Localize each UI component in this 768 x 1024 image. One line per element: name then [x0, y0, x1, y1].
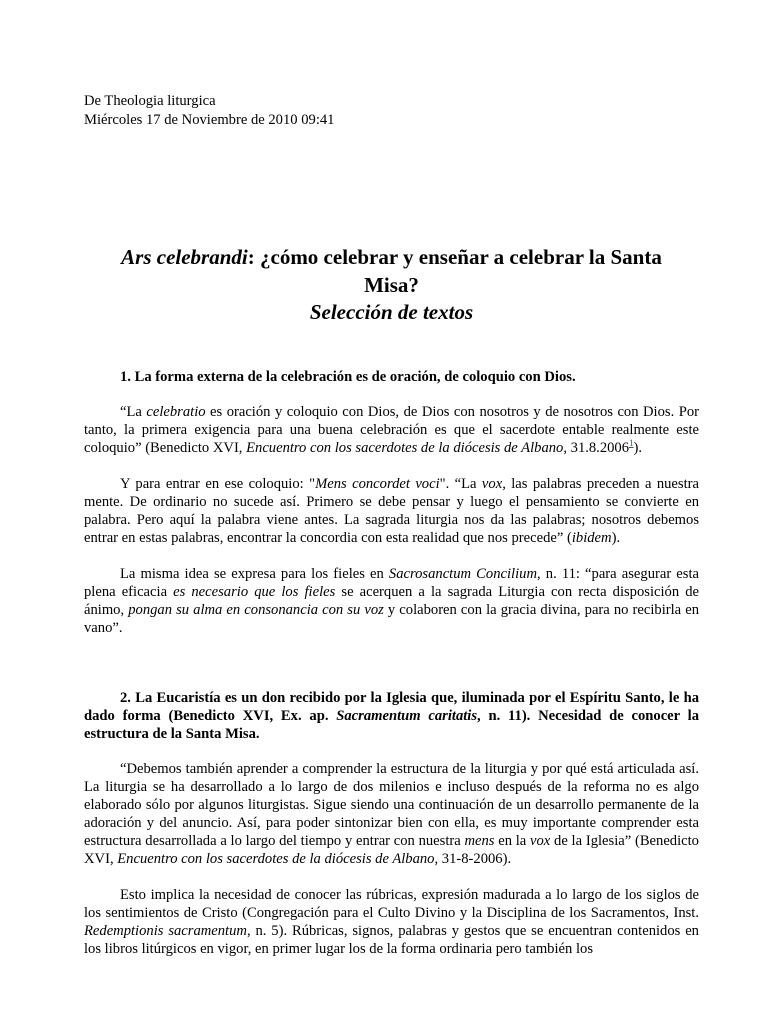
text-run-italic: mens	[464, 832, 495, 849]
text-run-italic: Sacramentum caritatis	[336, 707, 478, 724]
text-run: es oración y coloquio con Dios, de Dios con nosotros y de nosotros con Dios. Por tanto, la primera exigencia para una buena celebración es que el sacerdote entable realmente este coloquio” (Benedicto XVI,	[84, 403, 699, 456]
text-run: “Debemos también aprender a comprender la estructura de la liturgia y por qué está articulada así. La liturgia se ha desarrollado a lo largo de dos milenios e incluso después de la reforma no es algo elaborado sólo por algunos liturgistas. Sigue siendo una continuación de un desarrollo permanente de la adoración y del anuncio. Así, para poder sintonizar bien con ella, es muy importante comprender esta estructura desarrollada a lo largo del tiempo y entrar con nuestra	[84, 760, 699, 849]
text-run: ).	[633, 439, 643, 456]
text-run: Y para entrar en ese coloquio: "	[120, 475, 316, 492]
text-run-italic: Mens concordet voci	[315, 475, 440, 492]
title-line-2: Misa?	[364, 272, 419, 297]
text-run: “La	[120, 403, 147, 420]
section-2-paragraph-1	[84, 760, 699, 868]
text-run: y colaboren con la gracia divina, para no recibirla en vano”.	[84, 601, 700, 636]
text-run-italic: ibidem	[571, 529, 612, 546]
section-1-paragraph-2	[84, 475, 699, 547]
text-run: 2. La Eucaristía es un don recibido por la Iglesia que, iluminada por el Espíritu Santo, le ha dado forma (Benedicto XVI, Ex. ap.	[84, 689, 699, 724]
document-page	[84, 92, 699, 958]
text-run-italic: Encuentro con los sacerdotes de la diócesis de Albano	[117, 850, 435, 867]
text-run: en la	[494, 832, 531, 849]
text-run-italic: pongan su alma en consonancia con su voz	[128, 601, 384, 618]
text-run: se acerquen a la sagrada Liturgia con recta disposición de ánimo,	[84, 583, 699, 618]
text-run: , n. 5). Rúbricas, signos, palabras y gestos que se encuentran contenidos en los libros litúrgicos en vigor, en primer lugar los de la forma ordinaria pero también los	[84, 922, 699, 957]
text-run-italic: Sacrosanctum Concilium	[388, 565, 537, 582]
title-italic-part: Ars celebrandi	[121, 245, 248, 269]
text-run: La misma idea se expresa para los fieles en	[120, 565, 389, 582]
document-source: De Theologia liturgica	[84, 93, 216, 109]
text-run: , las palabras preceden a nuestra mente. De ordinario no sucede así. Primero se debe pensar y luego el pensamiento se convierte en palabra. Pero aquí la palabra viene antes. La sagrada liturgia nos da las palabras; nosotros debemos entrar en estas palabras, encontrar la concordia con esta realidad que nos precede” (	[84, 475, 699, 546]
title-line-1	[84, 244, 699, 272]
document-date: Miércoles 17 de Noviembre de 2010 09:41	[84, 112, 335, 128]
text-run: , n. 11). Necesidad de conocer la estructura de la Santa Misa.	[84, 707, 700, 742]
title-rest-line-1: : ¿cómo celebrar y enseñar a celebrar la Santa	[247, 245, 662, 269]
text-run: , 31-8-2006).	[434, 850, 512, 867]
text-run-italic: Redemptionis sacramentum	[84, 922, 247, 939]
text-run-italic: vox	[530, 832, 551, 849]
footnote-link[interactable]: 1	[629, 437, 634, 448]
document-subtitle: Selección de textos	[309, 300, 474, 324]
text-run-italic: celebratio	[146, 403, 206, 420]
text-run: , n. 11: “para asegurar esta plena eficacia	[84, 565, 699, 600]
document-title	[84, 244, 699, 327]
section-2-paragraph-2	[84, 886, 699, 958]
section-1-paragraph-1	[84, 403, 699, 457]
text-run: de la Iglesia” (Benedicto XVI,	[84, 832, 699, 867]
text-run: Esto implica la necesidad de conocer las rúbricas, expresión madurada a lo largo de los siglos de los sentimientos de Cristo (Congregación para el Culto Divino y la Disciplina de los Sacramentos, Inst.	[84, 886, 699, 921]
text-run-italic: Encuentro con los sacerdotes de la diócesis de Albano	[246, 439, 564, 456]
section-2-heading	[84, 689, 699, 743]
text-run: , 31.8.2006	[563, 439, 630, 456]
text-run: ).	[611, 529, 621, 546]
section-1-paragraph-3	[84, 565, 699, 637]
text-run-italic: es necesario que los fieles	[173, 583, 336, 600]
text-run-italic: vox	[481, 475, 503, 492]
section-1-heading: 1. La forma externa de la celebración es de oración, de coloquio con Dios.	[120, 368, 576, 385]
text-run: ". “La	[439, 475, 482, 492]
